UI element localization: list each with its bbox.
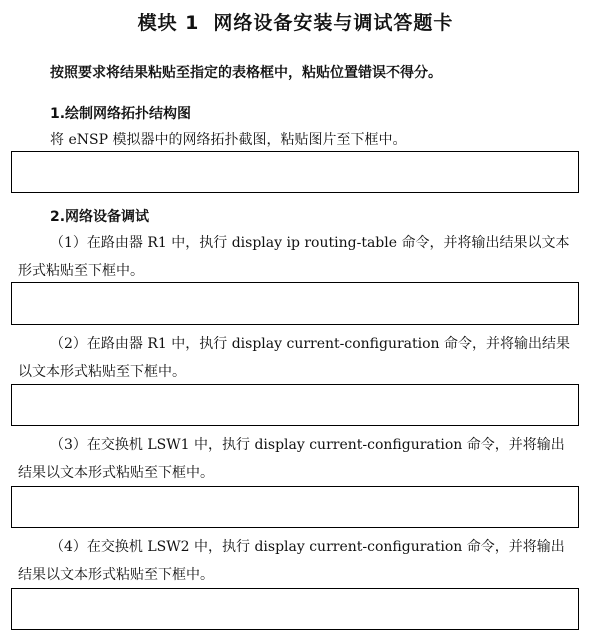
section1-heading: 1.绘制网络拓扑结构图 xyxy=(50,106,192,122)
answer-box-r1-routing-table[interactable] xyxy=(11,282,579,325)
answer-box-topology[interactable] xyxy=(11,151,579,193)
page-title xyxy=(0,8,591,35)
item4-text: （4）在交换机 LSW2 中，执行 display current-configuration 命令，并将输出结果以文本形式粘贴至下框中。 xyxy=(18,539,565,583)
title-prefix: 模块 1 xyxy=(137,12,200,34)
instruction-text: 按照要求将结果粘贴至指定的表格框中，粘贴位置错误不得分。 xyxy=(50,65,442,81)
item3-text: （3）在交换机 LSW1 中，执行 display current-configuration 命令，并将输出结果以文本形式粘贴至下框中。 xyxy=(18,437,565,481)
answer-box-lsw1-config[interactable] xyxy=(11,486,579,528)
answer-box-lsw2-config[interactable] xyxy=(11,588,579,630)
section2-heading: 2.网络设备调试 xyxy=(50,209,150,225)
item1-text: （1）在路由器 R1 中，执行 display ip routing-table 命令，并将输出结果以文本形式粘贴至下框中。 xyxy=(18,235,570,279)
answer-box-r1-config[interactable] xyxy=(11,384,579,426)
section1-text: 将 eNSP 模拟器中的网络拓扑截图，粘贴图片至下框中。 xyxy=(50,132,407,148)
title-main: 网络设备安装与调试答题卡 xyxy=(213,12,454,34)
item2-text: （2）在路由器 R1 中，执行 display current-configuration 命令，并将输出结果以文本形式粘贴至下框中。 xyxy=(18,336,571,380)
